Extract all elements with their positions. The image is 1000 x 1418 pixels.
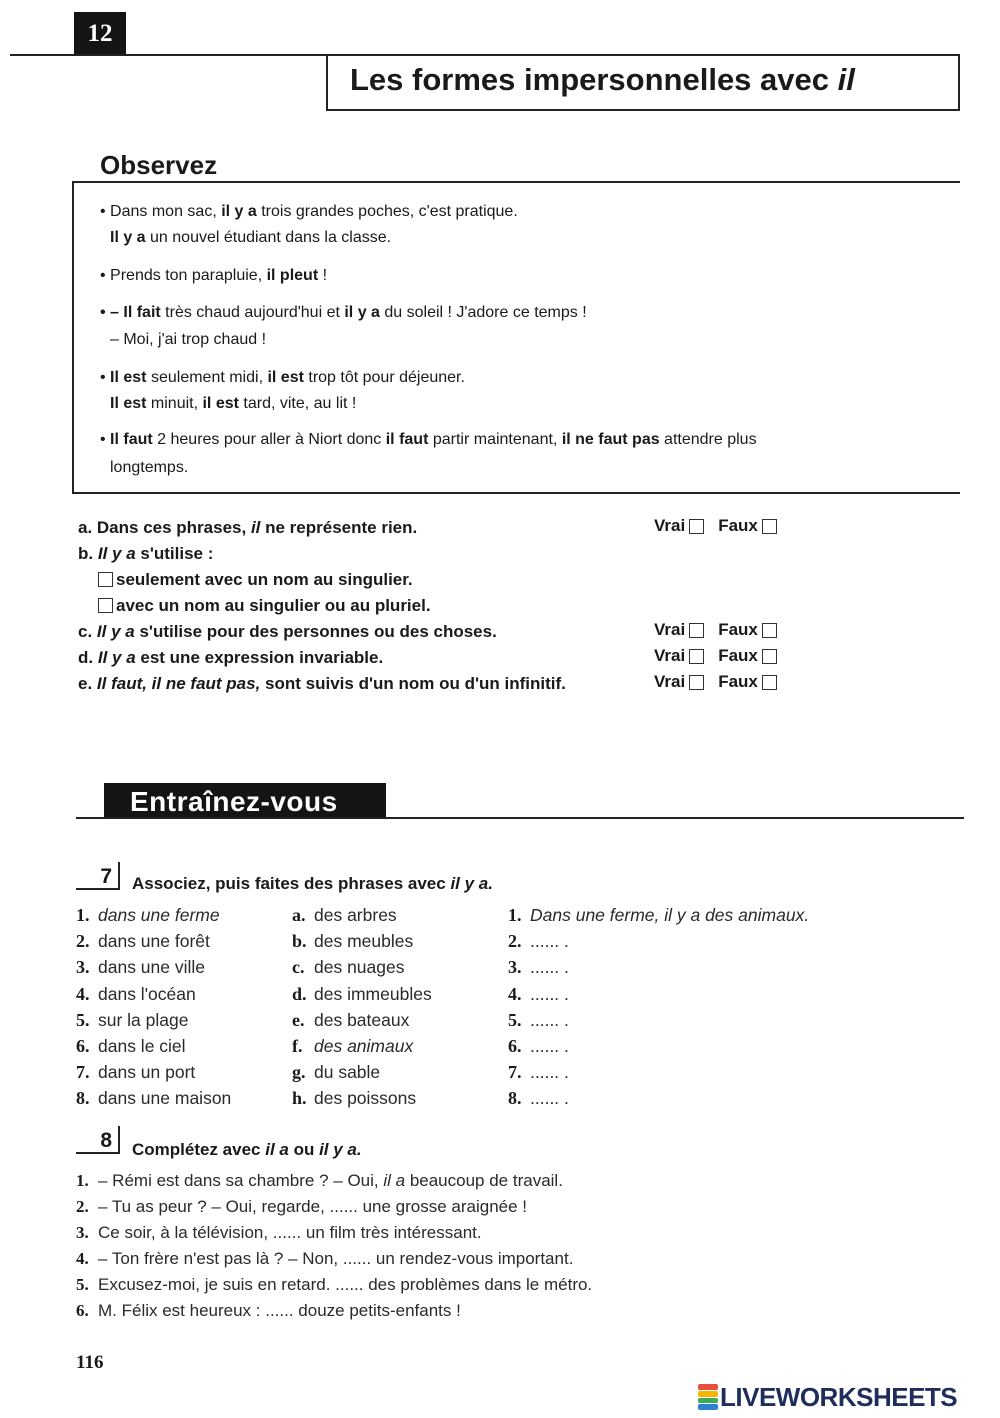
exercise-7-col3-item: 5. ...... . (508, 1009, 569, 1030)
question-e-answers: Vrai Faux (654, 672, 777, 692)
observez-line-4: • – Il fait très chaud aujourd'hui et il y a du soleil ! J'adore ce temps ! (100, 304, 587, 321)
exercise-7-col2-item: c. des nuages (292, 957, 405, 978)
page-title-emphasis: il (837, 62, 855, 97)
exercise-7-col1-item: 6. dans le ciel (76, 1036, 186, 1056)
question-a-faux-checkbox[interactable] (762, 519, 777, 534)
question-d-faux-checkbox[interactable] (762, 649, 777, 664)
question-b-option-1-checkbox[interactable] (98, 572, 113, 587)
exercise-7-col1-item: 8. dans une maison (76, 1088, 232, 1109)
question-b-option-1: seulement avec un nom au singulier. (98, 570, 413, 590)
chapter-badge: 12 (74, 12, 126, 56)
exercise-7-col1-item: 1. dans une ferme (76, 905, 220, 925)
exercise-7-col2-item: e. des bateaux (292, 1009, 410, 1030)
exercise-7-col1-item: 7. dans un port (76, 1062, 196, 1083)
observez-line-3: • Prends ton parapluie, il pleut ! (100, 267, 328, 284)
exercise-7-col2-item: g. du sable (292, 1062, 381, 1083)
exercise-7-col3-item: 4. ...... . (508, 983, 569, 1004)
question-b-option-2: avec un nom au singulier ou au pluriel. (98, 596, 431, 616)
question-d-answers: Vrai Faux (654, 646, 777, 666)
exercise-8-line: 3. Ce soir, à la télévision, ...... un film très intéressant. (76, 1223, 482, 1242)
question-c-faux-checkbox[interactable] (762, 623, 777, 638)
observez-line-2: Il y a un nouvel étudiant dans la classe. (110, 229, 392, 246)
question-c: c. Il y a s'utilise pour des personnes ou des choses. (78, 622, 497, 641)
question-e-faux-checkbox[interactable] (762, 675, 777, 690)
question-d-vrai-checkbox[interactable] (689, 649, 704, 664)
exercise-7-col1-item: 4. dans l'océan (76, 983, 196, 1004)
exercise-7-col3-item: 2. ...... . (508, 931, 569, 952)
page-title (350, 62, 855, 98)
exercise-7-col3-item: 7. ...... . (508, 1062, 569, 1083)
observez-box (72, 181, 960, 494)
liveworksheets-wordmark: LIVEWORKSHEETS (720, 1381, 958, 1412)
exercise-7-col2-item: f. des animaux (292, 1036, 414, 1056)
exercise-7-col1-item: 3. dans une ville (76, 957, 206, 978)
exercise-8-line: 6. M. Félix est heureux : ...... douze petits-enfants ! (76, 1301, 461, 1320)
exercise-7-col3-item: 8. ...... . (508, 1088, 569, 1109)
observez-line-9: longtemps. (110, 459, 189, 476)
page-number: 116 (76, 1352, 104, 1373)
question-b-option-2-checkbox[interactable] (98, 598, 113, 613)
exercise-8-line: 2. – Tu as peur ? – Oui, regarde, ...... une grosse araignée ! (76, 1197, 528, 1216)
question-c-answers: Vrai Faux (654, 620, 777, 640)
question-c-vrai-checkbox[interactable] (689, 623, 704, 638)
question-d: d. Il y a est une expression invariable. (78, 648, 384, 667)
exercise-8-number: 8 (76, 1130, 120, 1154)
question-a: a. Dans ces phrases, il ne représente rien. (78, 518, 418, 537)
exercise-7-col2-item: b. des meubles (292, 931, 414, 952)
page-title-text: Les formes impersonnelles avec (350, 62, 838, 97)
exercise-8-instruction: Complétez avec il a ou il y a. (132, 1140, 362, 1159)
exercise-7-col1-item: 2. dans une forêt (76, 931, 210, 952)
question-a-vrai-checkbox[interactable] (689, 519, 704, 534)
question-e-vrai-checkbox[interactable] (689, 675, 704, 690)
title-box (326, 56, 960, 111)
exercise-8-line: 4. – Ton frère n'est pas là ? – Non, ...... un rendez-vous important. (76, 1249, 574, 1268)
exercise-8-line: 5. Excusez-moi, je suis en retard. ...... des problèmes dans le métro. (76, 1275, 593, 1294)
observez-line-1: • Dans mon sac, il y a trois grandes poches, c'est pratique. (100, 203, 518, 220)
exercise-7-col2-item: h. des poissons (292, 1088, 417, 1109)
exercise-7-instruction: Associez, puis faites des phrases avec il y a. (132, 874, 493, 893)
exercise-7-number: 7 (76, 866, 120, 890)
exercise-8-line: 1. – Rémi est dans sa chambre ? – Oui, il a beaucoup de travail. (76, 1171, 563, 1190)
exercise-7-col3-item: 6. ...... . (508, 1036, 569, 1056)
observez-line-7: Il est minuit, il est tard, vite, au lit ! (110, 395, 357, 412)
exercise-7-col3-item: 1. Dans une ferme, il y a des animaux. (508, 905, 810, 925)
observez-line-8: • Il faut 2 heures pour aller à Niort donc il faut partir maintenant, il ne faut pas attendre plus (100, 431, 757, 448)
entrainez-rule (76, 817, 964, 819)
question-e: e. Il faut, il ne faut pas, sont suivis d'un nom ou d'un infinitif. (78, 674, 566, 693)
question-b: b. Il y a s'utilise : (78, 544, 214, 563)
observez-line-6: • Il est seulement midi, il est trop tôt pour déjeuner. (100, 369, 465, 386)
exercise-7-col1-item: 5. sur la plage (76, 1009, 189, 1030)
exercise-7-col3-item: 3. ...... . (508, 957, 569, 978)
liveworksheets-icon (698, 1384, 718, 1410)
exercise-7-col2-item: a. des arbres (292, 905, 397, 925)
liveworksheets-logo (698, 1382, 957, 1412)
entrainez-banner: Entraînez-vous (104, 783, 386, 819)
exercise-7-col2-item: d. des immeubles (292, 983, 432, 1004)
observez-line-5: – Moi, j'ai trop chaud ! (110, 331, 267, 348)
question-a-answers: Vrai Faux (654, 516, 777, 536)
observez-heading: Observez (100, 150, 218, 180)
